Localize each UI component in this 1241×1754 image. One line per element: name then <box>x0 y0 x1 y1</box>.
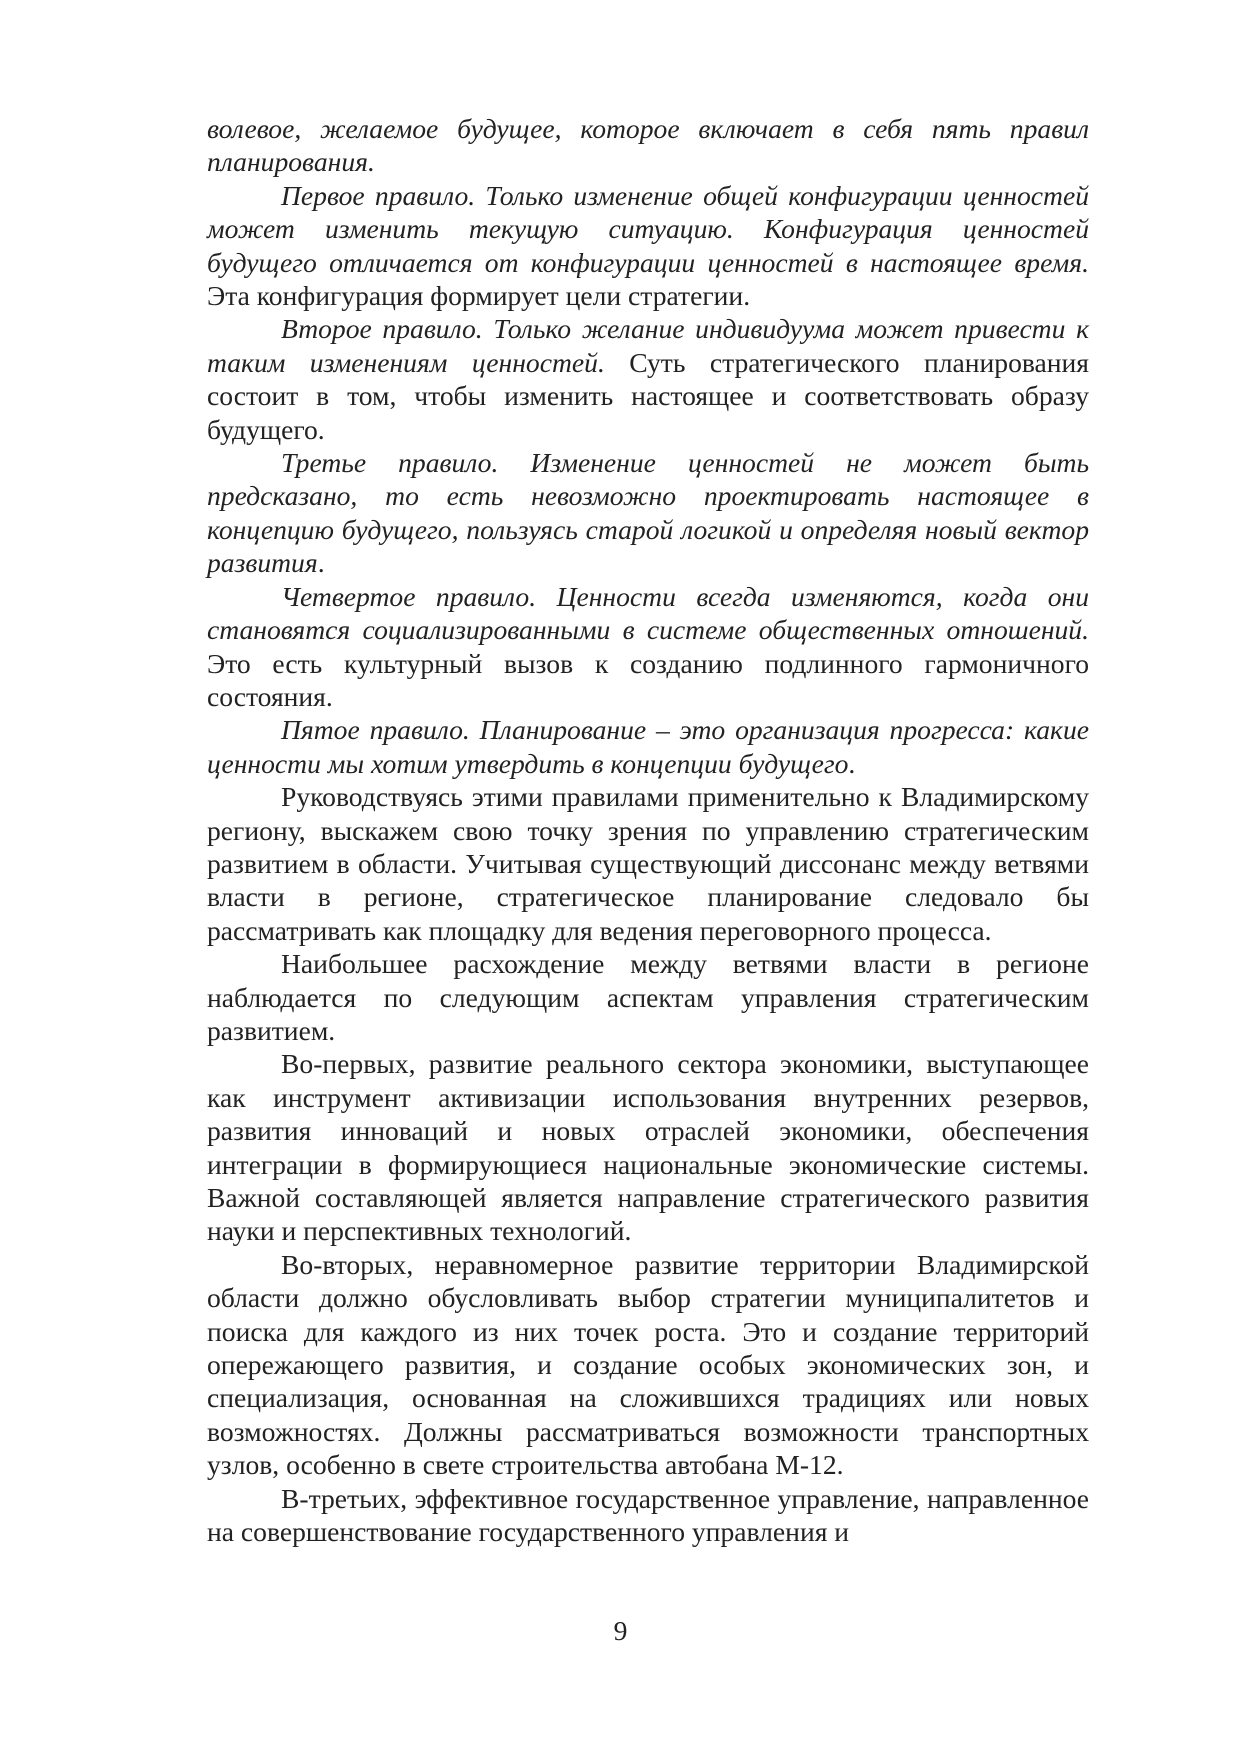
italic-text: Первое правило. Только изменение общей конфигурации ценностей может изменить текущую ситуацию. Конфигурация ценностей будущего отличается от конфигурации ценностей в настоящее время. <box>207 179 1089 278</box>
regular-text: Суть стратегического планирования состоит в том, чтобы изменить настоящее и соответствовать образу будущего. <box>207 346 1089 445</box>
paragraph-rule-three <box>207 446 1089 580</box>
paragraph-vladimir-region: Руководствуясь этими правилами применительно к Владимирскому региону, выскажем свою точку зрения по управлению стратегическим развитием в области. Учитывая существующий диссонанс между ветвями власти в регионе, стратегическое планирование следовало бы рассматривать как площадку для ведения переговорного процесса. <box>207 781 1089 946</box>
paragraph-rule-two <box>207 312 1089 446</box>
paragraph-planning-rules-intro <box>207 112 1089 179</box>
italic-text: Пятое правило. Планирование – это организация прогресса: какие ценности мы хотим утвердить в концепции будущего <box>207 714 1089 779</box>
paragraph-rule-one <box>207 179 1089 313</box>
regular-text: Это есть культурный вызов к созданию подлинного гармоничного состояния. <box>207 647 1089 712</box>
paragraph-rule-four <box>207 580 1089 714</box>
italic-text: Четвертое правило. Ценности всегда изменяются, когда они становятся социализированными в системе общественных отношений. <box>207 580 1089 646</box>
paragraph-rule-five <box>207 713 1089 780</box>
regular-text: . <box>317 547 325 579</box>
paragraph-secondly: Во-вторых, неравномерное развитие территории Владимирской области должно обусловливать выбор стратегии муниципалитетов и поиска для каждого из них точек роста. Это и создание территорий опережающего развития, и создание особых экономических зон, и специализация, основанная на сложившихся традициях или новых возможностях. Должны рассматриваться возможности транспортных узлов, особенно в свете строительства автобана М-12. <box>207 1248 1089 1481</box>
page-number: 9 <box>613 1615 628 1646</box>
italic-text: волевое, желаемое будущее, которое включает в себя пять правил планирования. <box>207 113 1089 178</box>
italic-text: Третье правило. Изменение ценностей не может быть предсказано, то есть невозможно проектировать настоящее в концепцию будущего, пользуясь старой логикой и определяя новый вектор развития <box>207 447 1089 579</box>
paragraph-divergence: Наибольшее расхождение между ветвями власти в регионе наблюдается по следующим аспектам управления стратегическим развитием. <box>207 948 1089 1046</box>
italic-text: Второе правило. Только желание индивидуума может привести к таким изменениям ценностей. <box>207 313 1089 378</box>
regular-text: . <box>848 747 856 779</box>
page-body <box>207 112 1089 1548</box>
paragraph-thirdly: В-третьих, эффективное государственное управление, направленное на совершенствование государственного управления и <box>207 1482 1089 1548</box>
paragraph-firstly: Во-первых, развитие реального сектора экономики, выступающее как инструмент активизации использования внутренних резервов, развития инноваций и новых отраслей экономики, обеспечения интеграции в формирующиеся национальные экономические системы. Важной составляющей является направление стратегического развития науки и перспективных технологий. <box>207 1048 1089 1247</box>
regular-text: Эта конфигурация формирует цели стратегии. <box>207 280 751 312</box>
